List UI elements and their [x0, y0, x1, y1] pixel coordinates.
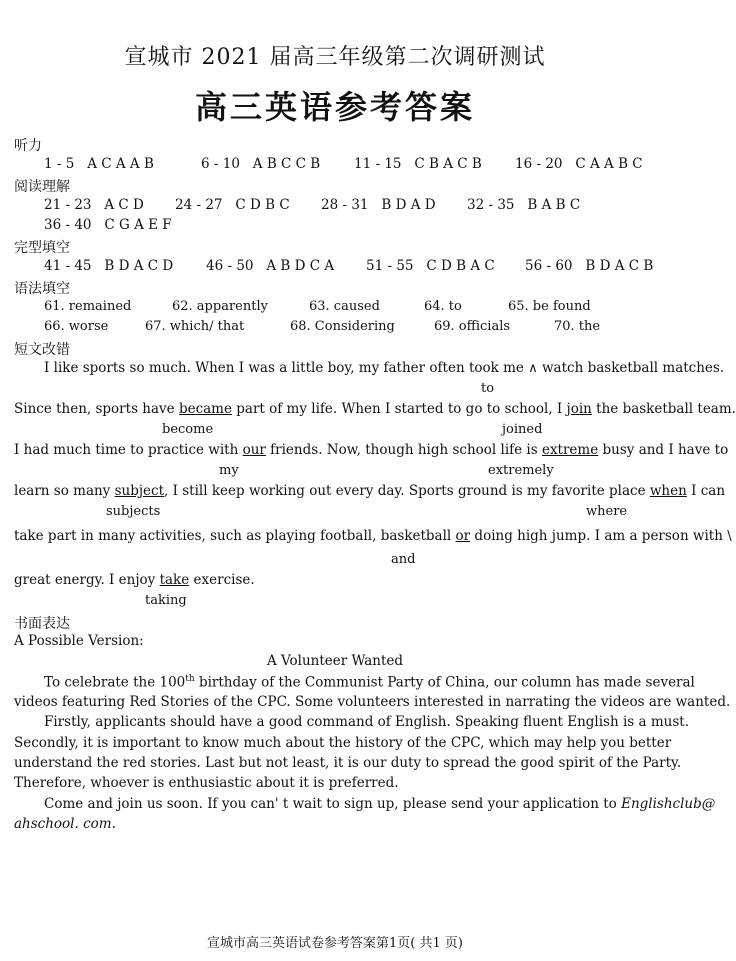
correction-line: learn so many subject, I still keep working out every day. Sports ground is my favorite place when I can — [14, 483, 726, 499]
answer-group: 32 - 35 B A B C — [467, 197, 581, 213]
grammar-answer: 67. which/ that — [145, 319, 245, 334]
answer-group: 28 - 31 B D A D — [321, 197, 436, 213]
error-word: extreme — [541, 442, 599, 458]
answer-group: 24 - 27 C D B C — [175, 197, 290, 213]
correction-line: I had much time to practice with our friends. Now, though high school life is extreme busy and I have to — [14, 442, 729, 458]
email-address: Englishclub@ — [621, 796, 716, 812]
answer-group: 21 - 23 A C D — [44, 197, 144, 213]
error-word: or — [455, 528, 471, 544]
answer-group: 46 - 50 A B D C A — [206, 258, 335, 274]
error-word: subject — [114, 483, 165, 499]
correction-fix: to — [481, 381, 495, 396]
error-word: join — [566, 401, 592, 417]
section-label-cloze: 完型填空 — [14, 240, 70, 256]
essay-line — [14, 816, 116, 832]
grammar-answer: 68. Considering — [290, 319, 395, 334]
grammar-answer: 64. to — [424, 299, 462, 314]
answer-group: 36 - 40 C G A E F — [44, 217, 172, 233]
grammar-answer: 65. be found — [508, 299, 591, 314]
answer-group: 11 - 15 C B A C B — [354, 156, 482, 172]
section-label-reading: 阅读理解 — [14, 179, 70, 195]
grammar-answer: 69. officials — [434, 319, 511, 334]
essay-line: Secondly, it is important to know much about the history of the CPC, which may help you better — [14, 735, 672, 751]
correction-fix: extremely — [488, 463, 554, 478]
version-label: A Possible Version: — [14, 633, 144, 649]
correction-line: Since then, sports have became part of my life. When I started to go to school, I join the basketball team. — [14, 401, 736, 417]
essay-line: Come and join us soon. If you can' t wait to sign up, please send your application to Englishclub@ — [44, 796, 716, 812]
document-subtitle: 高三英语参考答案 — [194, 88, 475, 126]
email-address: ahschool. com. — [14, 816, 116, 832]
answer-group: 56 - 60 B D A C B — [525, 258, 654, 274]
correction-line: great energy. I enjoy take exercise. — [14, 572, 255, 588]
answer-group: 51 - 55 C D B A C — [366, 258, 495, 274]
section-label-correction: 短文改错 — [14, 342, 70, 358]
essay-line: Firstly, applicants should have a good command of English. Speaking fluent English is a must. — [44, 714, 689, 730]
correction-fix: taking — [145, 593, 187, 608]
error-word: take — [159, 572, 190, 588]
grammar-answer: 70. the — [554, 319, 601, 334]
essay-line: To celebrate the 100th birthday of the Communist Party of China, our column has made several — [44, 674, 695, 691]
error-word: when — [649, 483, 687, 499]
correction-fix: and — [391, 552, 416, 567]
essay-line: videos featuring Red Stories of the CPC. Some volunteers interested in narrating the videos are wanted. — [14, 694, 731, 710]
grammar-answer: 63. caused — [309, 299, 380, 314]
grammar-answer: 61. remained — [44, 299, 132, 314]
correction-fix: joined — [502, 422, 543, 437]
section-label-listening: 听力 — [14, 138, 42, 154]
correction-fix: my — [219, 463, 239, 478]
insert-mark: ∧ — [528, 361, 538, 376]
grammar-answer: 66. worse — [44, 319, 109, 334]
delete-mark: \ — [727, 529, 732, 544]
answer-group: 41 - 45 B D A C D — [44, 258, 174, 274]
correction-line: I like sports so much. When I was a little boy, my father often took me ∧ watch basketball matches. — [44, 360, 725, 376]
answer-group: 1 - 5 A C A A B — [44, 156, 154, 172]
correction-fix: become — [162, 422, 214, 437]
error-word: our — [242, 442, 266, 458]
answer-group: 6 - 10 A B C C B — [201, 156, 321, 172]
essay-title: A Volunteer Wanted — [266, 653, 404, 669]
correction-line: take part in many activities, such as playing football, basketball or doing high jump. I am a person with \ — [14, 528, 732, 544]
page-footer: 宣城市高三英语试卷参考答案第1页( 共1 页) — [207, 936, 463, 951]
grammar-answer: 62. apparently — [172, 299, 268, 314]
essay-line: understand the red stories. Last but not least, it is our duty to spread the good spirit of the Party. — [14, 755, 682, 771]
essay-line: Therefore, whoever is enthusiastic about it is preferred. — [14, 775, 399, 791]
section-label-grammar: 语法填空 — [14, 281, 70, 297]
document-title: 宣城市 2021 届高三年级第二次调研测试 — [124, 45, 546, 70]
error-word: became — [178, 401, 232, 417]
answer-group: 16 - 20 C A A B C — [515, 156, 643, 172]
correction-fix: subjects — [106, 504, 161, 519]
correction-fix: where — [586, 504, 628, 519]
section-label-writing: 书面表达 — [14, 616, 70, 632]
